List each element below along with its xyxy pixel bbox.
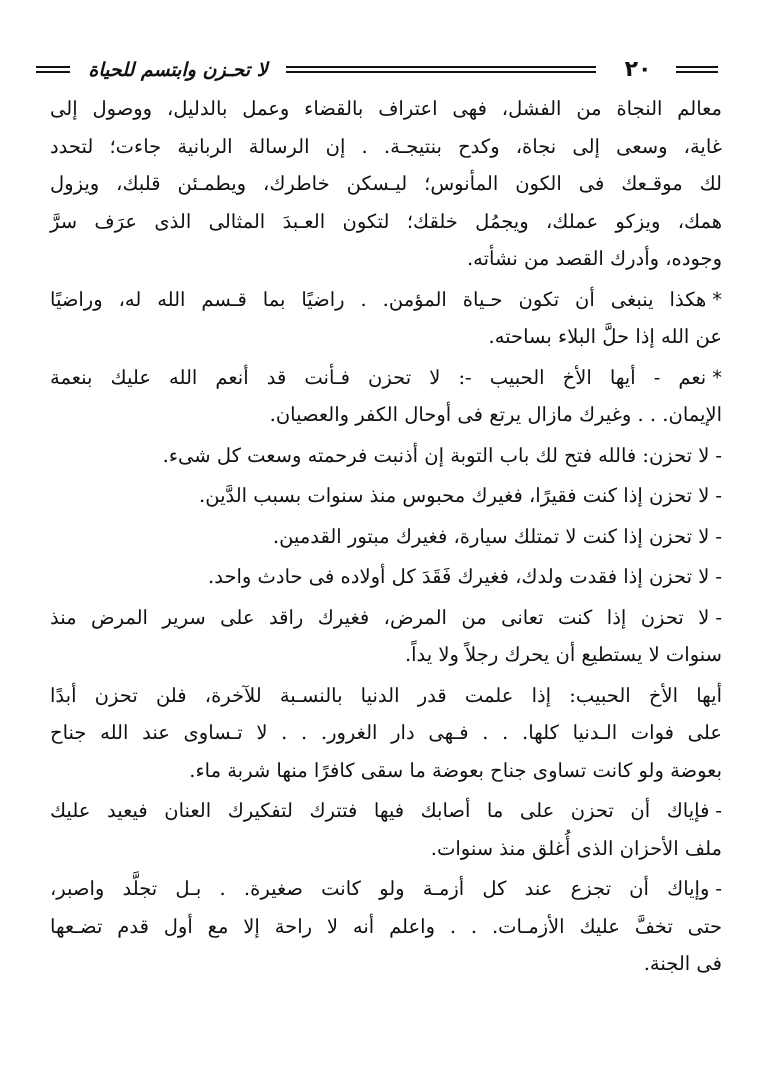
line-text: ملف الأحزان الذى أُغلق منذ سنوات. xyxy=(430,836,722,860)
text-line xyxy=(50,830,722,868)
line-text: سنوات لا يستطيع أن يحرك رجلاً ولا يداً. xyxy=(404,643,722,666)
line-text: نعم - أيها الأخ الحبيب -: لا تحزن فـأنت قد أنعم الله عليك بنعمة xyxy=(50,365,707,389)
line-text: عن الله إذا حلَّ البلاء بساحته. xyxy=(488,325,722,348)
bullet-dash: - xyxy=(715,799,722,822)
text-line xyxy=(50,240,722,278)
running-title: لا تحـزن وابتسم للحياة xyxy=(88,59,268,81)
line-text: فإياك أن تحزن على ما أصابك فيها فتترك لتفكيرك العنان فيعيد عليك xyxy=(50,799,710,822)
text-line xyxy=(50,518,722,556)
line-text: بعوضة ولو كانت تساوى جناح بعوضة ما سقى كافرًا منها شربة ماء. xyxy=(189,758,722,782)
bullet-dash: - xyxy=(715,605,722,629)
page-body xyxy=(50,90,722,986)
text-line xyxy=(50,677,722,715)
text-line xyxy=(50,792,722,830)
text-line xyxy=(50,396,722,434)
paragraph xyxy=(50,558,722,596)
paragraph xyxy=(50,599,722,674)
line-text: لا تحزن إذا كنت لا تمتلك سيارة، فغيرك مبتور القدمين. xyxy=(272,524,710,548)
line-text: أيها الأخ الحبيب: إذا علمت قدر الدنيا بالنسـبة للآخرة، فلن تحزن أبدًا xyxy=(50,683,722,707)
line-text: لا تحزن: فالله فتح لك باب التوبة إن أذنبت فرحمته وسعت كل شىء. xyxy=(162,443,710,467)
text-line xyxy=(50,90,722,128)
line-text: لا تحزن إذا كنت تعانى من المرض، فغيرك راقد على سرير المرض منذ xyxy=(50,605,710,629)
header-rule-right xyxy=(676,66,718,73)
paragraph xyxy=(50,281,722,356)
text-line xyxy=(50,359,722,397)
text-line xyxy=(50,437,722,475)
line-text: لك موقـعك فى الكون المأنوس؛ ليـسكن خاطرك، ويطمـئن قلبك، ويزول xyxy=(50,172,722,195)
paragraph xyxy=(50,359,722,434)
line-text: هكذا ينبغى أن تكون حـياة المؤمن. . راضيًا بما قـسم الله له، وراضيًا xyxy=(50,287,707,311)
text-line xyxy=(50,281,722,319)
paragraph xyxy=(50,437,722,475)
line-text: على فوات الـدنيا كلها. . . فـهى دار الغرور. . . لا تـساوى عند الله جناح xyxy=(50,721,722,744)
text-line xyxy=(50,870,722,908)
text-line xyxy=(50,558,722,596)
header-rule-left xyxy=(36,66,70,73)
line-text: لا تحزن إذا كنت فقيرًا، فغيرك محبوس منذ سنوات بسبب الدَّين. xyxy=(199,484,710,507)
text-line xyxy=(50,203,722,241)
line-text: وجوده، وأدرك القصد من نشأته. xyxy=(466,247,722,270)
text-line xyxy=(50,752,722,790)
bullet-dash: - xyxy=(715,565,722,588)
line-text: لا تحزن إذا فقدت ولدك، فغيرك فَقَدَ كل أولاده فى حادث واحد. xyxy=(208,565,710,588)
text-line xyxy=(50,128,722,166)
text-line xyxy=(50,908,722,946)
line-text: غاية، وسعى إلى نجاة، وكدح بنتيجـة. . إن الرسالة الربانية جاءت؛ لتحدد xyxy=(50,134,722,158)
paragraph xyxy=(50,677,722,790)
bullet-dash: - xyxy=(715,524,722,548)
line-text: حتى تخفَّ عليك الأزمـات. . . واعلم أنه لا راحة إلا مع أول قدم تضـعها xyxy=(50,914,722,938)
bullet-dash: - xyxy=(715,877,722,900)
text-line xyxy=(50,945,722,983)
bullet-asterisk: * xyxy=(712,287,722,311)
running-header xyxy=(36,56,724,86)
text-line xyxy=(50,636,722,674)
paragraph xyxy=(50,792,722,867)
line-text: همك، ويزكو عملك، ويجمُل خلقك؛ لتكون العـبدَ المثالى الذى عرَف سرَّ xyxy=(50,209,722,233)
text-line xyxy=(50,714,722,752)
bullet-dash: - xyxy=(715,484,722,507)
header-rule-middle xyxy=(286,66,596,73)
line-text: فى الجنة. xyxy=(643,952,722,975)
text-line xyxy=(50,318,722,356)
line-text: معالم النجاة من الفشل، فهى اعتراف بالقضاء وعمل بالدليل، ووصول إلى xyxy=(50,97,722,120)
paragraph xyxy=(50,518,722,556)
paragraph xyxy=(50,477,722,515)
text-line xyxy=(50,477,722,515)
line-text: الإيمان. . . وغيرك مازال يرتع فى أوحال الكفر والعصيان. xyxy=(269,403,722,426)
paragraph xyxy=(50,870,722,983)
page-number: ٢٠ xyxy=(624,57,652,82)
text-line xyxy=(50,599,722,637)
text-line xyxy=(50,165,722,203)
bullet-dash: - xyxy=(715,443,722,467)
line-text: وإياك أن تجزع عند كل أزمـة ولو كانت صغيرة. . بـل تجلَّد واصبر، xyxy=(50,877,710,900)
paragraph xyxy=(50,90,722,278)
bullet-asterisk: * xyxy=(712,365,722,389)
